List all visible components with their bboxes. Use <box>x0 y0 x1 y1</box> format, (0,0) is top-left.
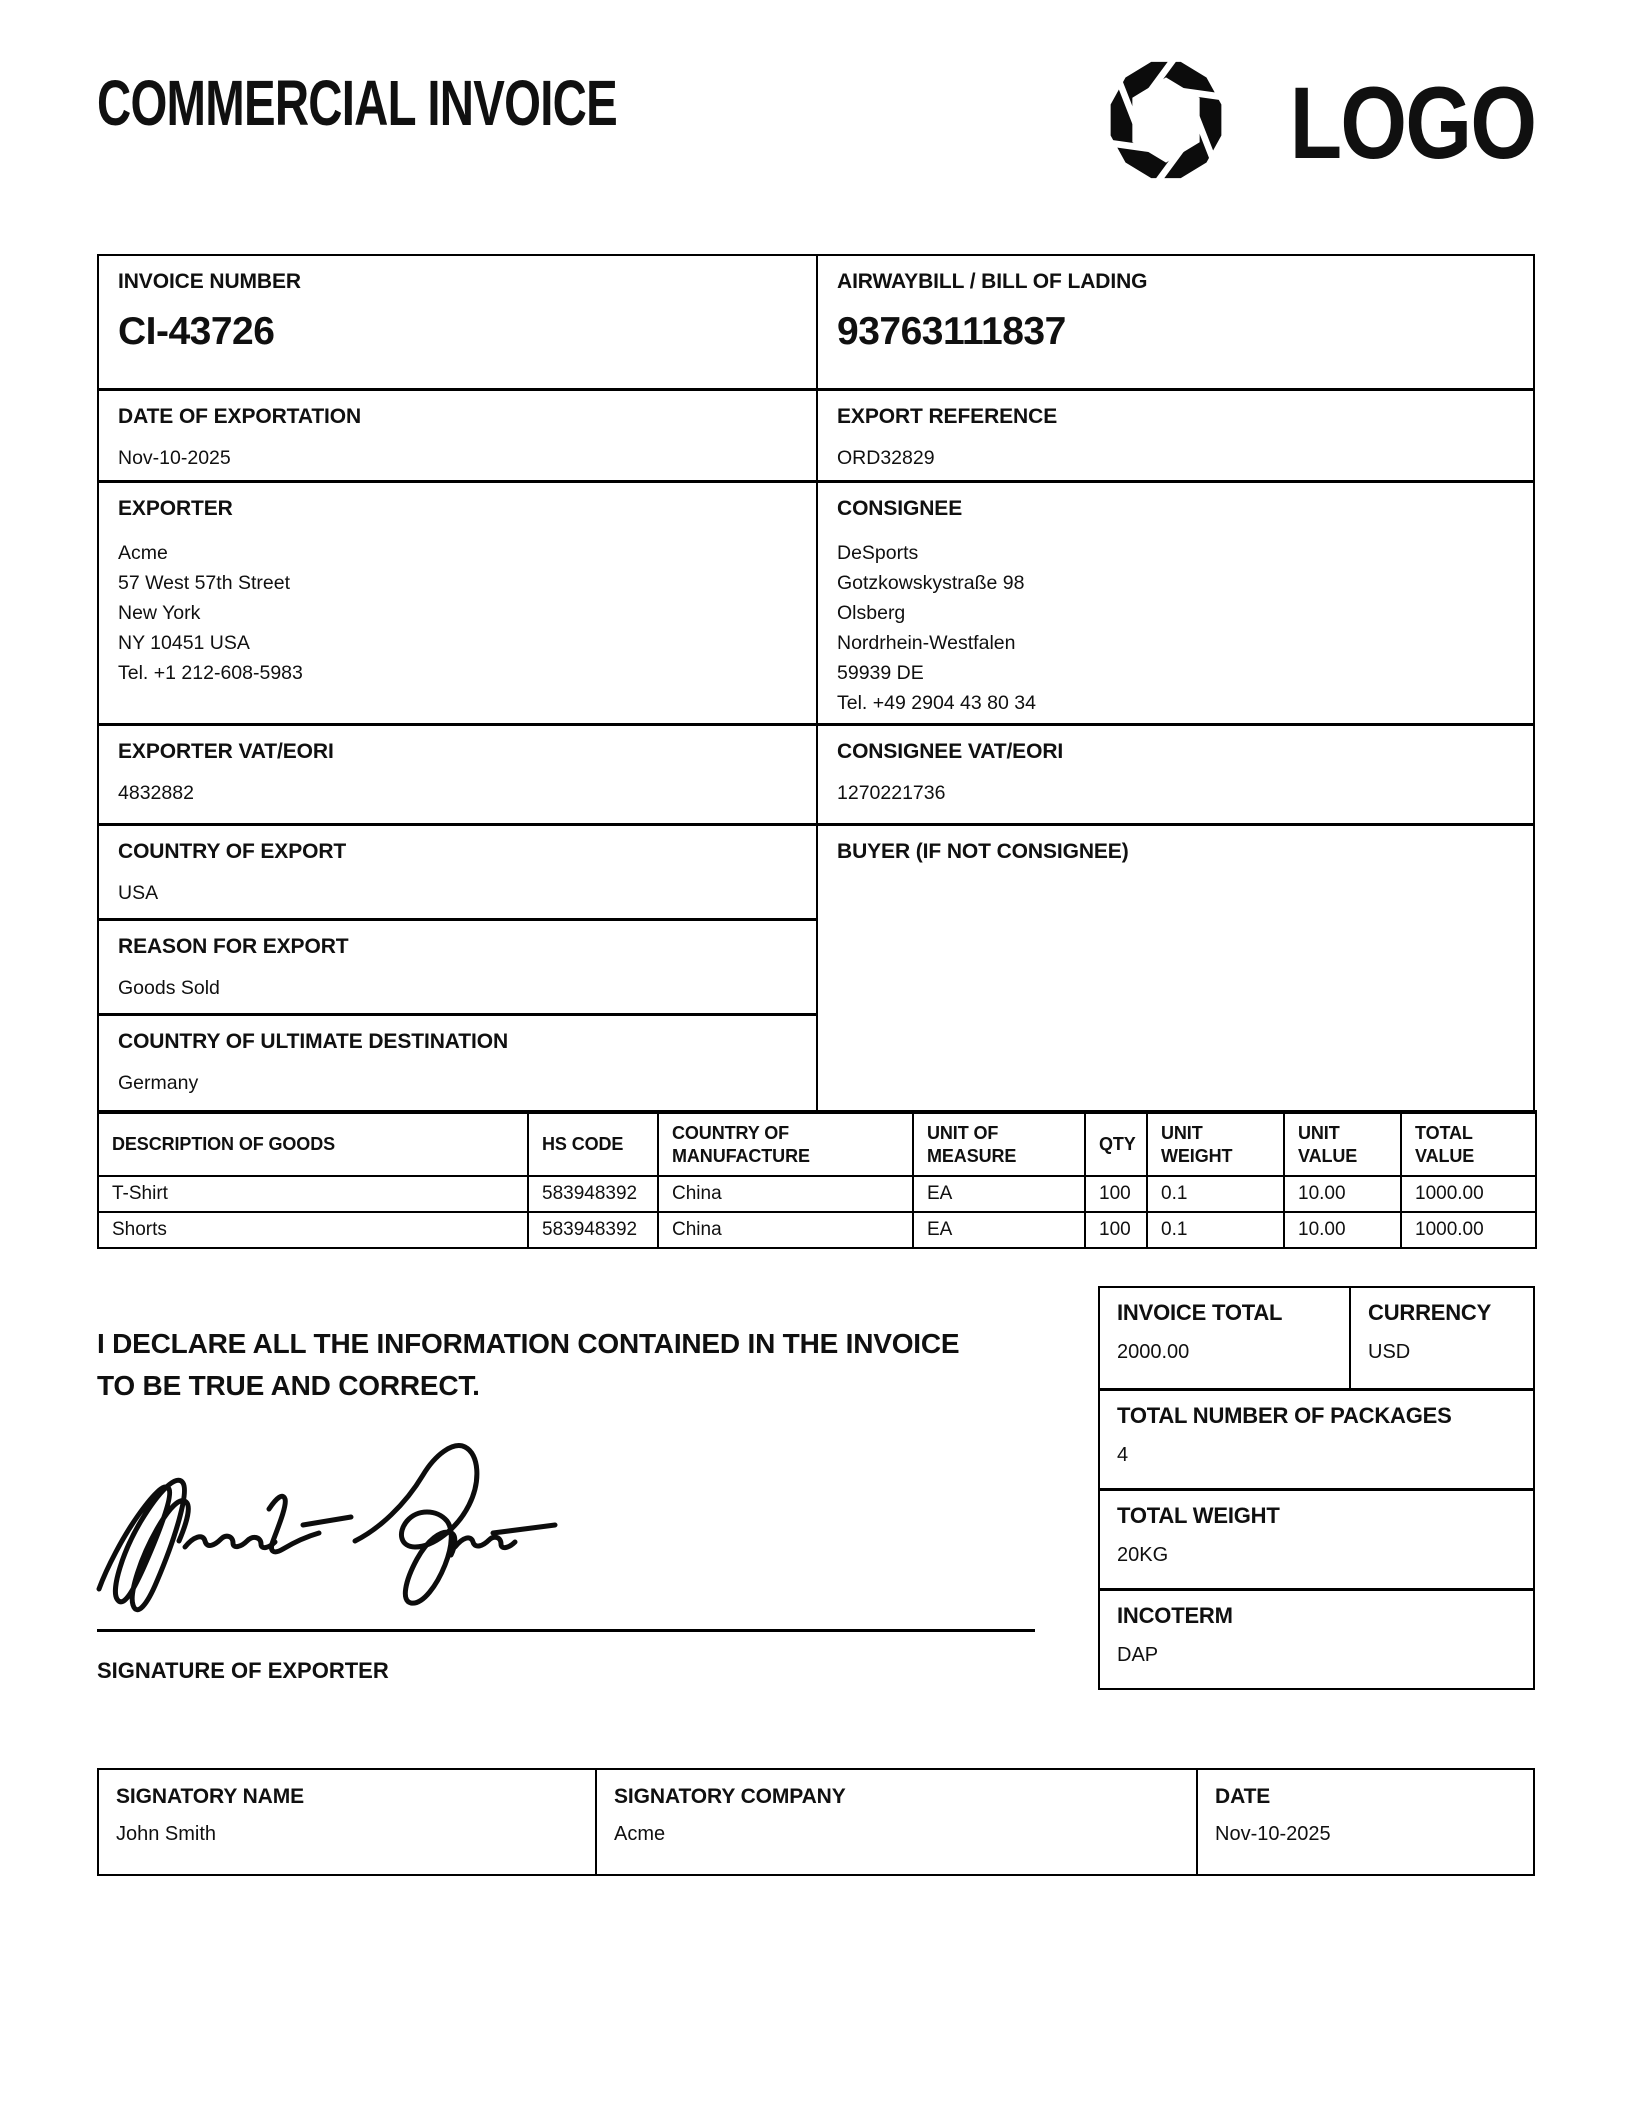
signatory-name-label: SIGNATORY NAME <box>116 1785 305 1808</box>
consignee-line: Olsberg <box>837 602 906 625</box>
buyer-label: BUYER (IF NOT CONSIGNEE) <box>837 840 1129 863</box>
country-of-export-label: COUNTRY OF EXPORT <box>118 840 347 863</box>
incoterm-cell <box>1100 1588 1533 1688</box>
country-of-export-value: USA <box>118 882 159 905</box>
consignee-address <box>837 538 1514 718</box>
signatory-date-cell <box>1196 1770 1533 1874</box>
hexagon-pinwheel-logo-icon <box>1105 56 1227 189</box>
signatory-table <box>97 1768 1535 1876</box>
reason-for-export-cell <box>99 918 816 1013</box>
export-reference-label: EXPORT REFERENCE <box>837 405 1058 428</box>
total-packages-value: 4 <box>1117 1444 1129 1467</box>
ultimate-destination-cell <box>99 1013 816 1110</box>
goods-unit-value: 10.00 <box>1284 1212 1401 1248</box>
buyer-cell <box>816 823 1533 1110</box>
declaration-column <box>97 1249 1049 1684</box>
signatory-date-label: DATE <box>1215 1785 1271 1808</box>
exporter-vat-label: EXPORTER VAT/EORI <box>118 740 334 763</box>
currency-label: CURRENCY <box>1368 1300 1492 1325</box>
date-of-exportation-cell <box>99 388 816 480</box>
signature-line <box>97 1629 1035 1632</box>
col-unit-weight: UNIT WEIGHT <box>1147 1112 1284 1176</box>
goods-unit: EA <box>913 1212 1085 1248</box>
consignee-line: 59939 DE <box>837 662 924 685</box>
invoice-number-value: CI-43726 <box>118 310 275 354</box>
exporter-line: 57 West 57th Street <box>118 572 290 595</box>
total-weight-cell <box>1100 1488 1533 1588</box>
exporter-address <box>118 538 797 688</box>
goods-qty: 100 <box>1085 1212 1147 1248</box>
invoice-details-table <box>97 254 1535 1110</box>
exporter-line: Tel. +1 212-608-5983 <box>118 662 303 685</box>
goods-qty: 100 <box>1085 1176 1147 1212</box>
consignee-line: Nordrhein-Westfalen <box>837 632 1016 655</box>
exporter-line: NY 10451 USA <box>118 632 250 655</box>
goods-country: China <box>658 1212 913 1248</box>
col-country-of-manufacture: COUNTRY OF MANUFACTURE <box>658 1112 913 1176</box>
signature-caption: SIGNATURE OF EXPORTER <box>97 1658 389 1683</box>
country-of-export-cell <box>99 823 816 918</box>
page-title: COMMERCIAL INVOICE <box>97 67 617 139</box>
invoice-number-cell <box>99 256 816 388</box>
exporter-cell <box>99 480 816 723</box>
reason-for-export-value: Goods Sold <box>118 977 220 1000</box>
consignee-vat-cell <box>816 723 1533 823</box>
airwaybill-cell <box>816 256 1533 388</box>
total-weight-label: TOTAL WEIGHT <box>1117 1503 1280 1528</box>
signatory-company-value: Acme <box>614 1823 666 1846</box>
goods-country: China <box>658 1176 913 1212</box>
goods-unit: EA <box>913 1176 1085 1212</box>
exporter-label: EXPORTER <box>118 497 233 520</box>
goods-table <box>97 1110 1537 1249</box>
declaration-text: I DECLARE ALL THE INFORMATION CONTAINED IN THE INVOICE TO BE TRUE AND CORRECT. <box>97 1328 960 1401</box>
consignee-label: CONSIGNEE <box>837 497 963 520</box>
export-reference-cell <box>816 388 1533 480</box>
col-unit-value: UNIT VALUE <box>1284 1112 1401 1176</box>
exporter-line: New York <box>118 602 201 625</box>
incoterm-label: INCOTERM <box>1117 1603 1233 1628</box>
incoterm-value: DAP <box>1117 1644 1159 1667</box>
invoice-total-value: 2000.00 <box>1117 1341 1190 1364</box>
signatory-company-label: SIGNATORY COMPANY <box>614 1785 846 1808</box>
header <box>97 50 1535 228</box>
invoice-total-cell <box>1100 1288 1349 1388</box>
airwaybill-label: AIRWAYBILL / BILL OF LADING <box>837 270 1148 293</box>
ultimate-destination-value: Germany <box>118 1072 199 1095</box>
goods-hs-code: 583948392 <box>528 1212 658 1248</box>
goods-row <box>98 1176 1536 1212</box>
currency-cell <box>1349 1288 1533 1388</box>
consignee-line: DeSports <box>837 542 919 565</box>
goods-unit-weight: 0.1 <box>1147 1212 1284 1248</box>
signatory-date-value: Nov-10-2025 <box>1215 1823 1331 1846</box>
consignee-cell <box>816 480 1533 723</box>
date-of-exportation-value: Nov-10-2025 <box>118 447 231 470</box>
ultimate-destination-label: COUNTRY OF ULTIMATE DESTINATION <box>118 1030 509 1053</box>
goods-total-value: 1000.00 <box>1401 1176 1536 1212</box>
col-description: DESCRIPTION OF GOODS <box>98 1112 528 1176</box>
goods-total-value: 1000.00 <box>1401 1212 1536 1248</box>
consignee-vat-value: 1270221736 <box>837 782 946 805</box>
exporter-signature <box>93 1429 563 1617</box>
logo <box>1105 56 1535 189</box>
export-reference-value: ORD32829 <box>837 447 935 470</box>
total-weight-value: 20KG <box>1117 1544 1169 1567</box>
date-of-exportation-label: DATE OF EXPORTATION <box>118 405 362 428</box>
totals-table <box>1098 1286 1535 1690</box>
goods-row <box>98 1212 1536 1248</box>
goods-description: Shorts <box>98 1212 528 1248</box>
exporter-vat-value: 4832882 <box>118 782 194 805</box>
currency-value: USD <box>1368 1341 1411 1364</box>
goods-header-row <box>98 1112 1536 1176</box>
goods-hs-code: 583948392 <box>528 1176 658 1212</box>
col-total-value: TOTAL VALUE <box>1401 1112 1536 1176</box>
signatory-name-cell <box>99 1770 595 1874</box>
declaration-and-totals <box>97 1249 1535 1690</box>
col-hs-code: HS CODE <box>528 1112 658 1176</box>
invoice-number-label: INVOICE NUMBER <box>118 270 301 293</box>
reason-for-export-label: REASON FOR EXPORT <box>118 935 349 958</box>
invoice-total-label: INVOICE TOTAL <box>1117 1300 1283 1325</box>
consignee-line: Tel. +49 2904 43 80 34 <box>837 692 1036 715</box>
goods-unit-weight: 0.1 <box>1147 1176 1284 1212</box>
airwaybill-value: 93763111837 <box>837 310 1066 354</box>
consignee-vat-label: CONSIGNEE VAT/EORI <box>837 740 1064 763</box>
total-packages-cell <box>1100 1388 1533 1488</box>
signatory-name-value: John Smith <box>116 1823 217 1846</box>
goods-description: T-Shirt <box>98 1176 528 1212</box>
col-qty: QTY <box>1085 1112 1147 1176</box>
consignee-line: Gotzkowskystraße 98 <box>837 572 1025 595</box>
signatory-company-cell <box>595 1770 1196 1874</box>
exporter-line: Acme <box>118 542 168 565</box>
logo-text: LOGO <box>1289 65 1535 180</box>
goods-unit-value: 10.00 <box>1284 1176 1401 1212</box>
exporter-vat-cell <box>99 723 816 823</box>
col-unit-of-measure: UNIT OF MEASURE <box>913 1112 1085 1176</box>
total-packages-label: TOTAL NUMBER OF PACKAGES <box>1117 1403 1452 1428</box>
